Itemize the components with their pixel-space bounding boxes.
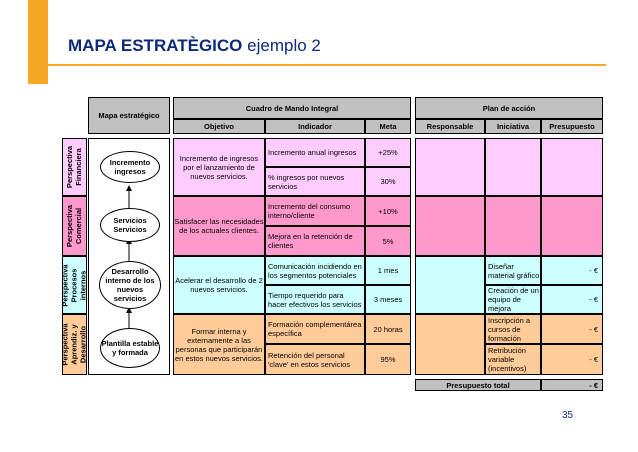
presupuesto-cell: - € bbox=[541, 314, 603, 344]
meta-cell: 30% bbox=[365, 167, 411, 196]
iniciativa-cell: Inscripción a cursos de formación bbox=[485, 314, 541, 344]
header-indicador: Indicador bbox=[265, 119, 365, 134]
responsable-cell bbox=[415, 138, 485, 196]
perspective-label-aprendizaje bbox=[62, 314, 87, 375]
iniciativa-cell: Diseñar material gráfico bbox=[485, 256, 541, 285]
header-cuadro: Cuadro de Mando Integral bbox=[173, 97, 411, 119]
indicator-cell: Tiempo requerido para hacer efectivos los servicios bbox=[265, 285, 365, 314]
slide-title bbox=[68, 36, 321, 56]
accent-bar bbox=[28, 0, 48, 84]
presupuesto-cell bbox=[541, 196, 603, 256]
meta-cell: +25% bbox=[365, 138, 411, 167]
meta-cell: 5% bbox=[365, 226, 411, 256]
header-iniciativa: Iniciativa bbox=[485, 119, 541, 134]
map-node-procesos: Desarrollo interno de los nuevos servicios bbox=[99, 261, 161, 309]
meta-cell: 95% bbox=[365, 344, 411, 375]
meta-cell: 3 meses bbox=[365, 285, 411, 314]
meta-cell: 20 horas bbox=[365, 314, 411, 344]
title-bold: MAPA ESTRATÈGICO bbox=[68, 36, 243, 55]
perspective-label-text: Perspectiva Comercial bbox=[65, 204, 84, 248]
objective-cell: Formar interna y externamente a las personas que participarán en estos nuevos servicios. bbox=[173, 314, 265, 375]
indicator-cell: % ingresos por nuevos servicios bbox=[265, 167, 365, 196]
map-node-comercial: Servicios Servicios bbox=[100, 208, 160, 242]
iniciativa-cell: Retribución variable (incentivos) bbox=[485, 344, 541, 375]
responsable-cell bbox=[415, 256, 485, 314]
objective-cell: Acelerar el desarrollo de 2 nuevos servicios. bbox=[173, 256, 265, 314]
iniciativa-cell: Creación de un equipo de mejora bbox=[485, 285, 541, 314]
iniciativa-cell bbox=[485, 196, 541, 256]
perspective-label-procesos bbox=[62, 256, 87, 314]
presupuesto-cell: - € bbox=[541, 285, 603, 314]
header-plan: Plan de acción bbox=[415, 97, 603, 119]
map-node-financiera: Incremento ingresos bbox=[100, 151, 160, 183]
meta-cell: +10% bbox=[365, 196, 411, 226]
indicator-cell: Formación complementárea específica bbox=[265, 314, 365, 344]
indicator-cell: Incremento del consumo interno/cliente bbox=[265, 196, 365, 226]
header-mapa: Mapa estratégico bbox=[88, 97, 170, 134]
presupuesto-cell: - € bbox=[541, 256, 603, 285]
responsable-cell bbox=[415, 196, 485, 256]
meta-cell: 1 mes bbox=[365, 256, 411, 285]
indicator-cell: Retención del personal 'clave' en estos servicios bbox=[265, 344, 365, 375]
total-label: Presupuesto total bbox=[415, 379, 541, 391]
perspective-label-financiera bbox=[62, 138, 87, 196]
perspective-label-text: Perspectiva Aprendiz. y Desarrollo bbox=[61, 323, 88, 366]
perspective-label-text: Perspectiva Financiera bbox=[65, 145, 84, 189]
objective-cell: Satisfacer las necesidades de los actuales clientes. bbox=[173, 196, 265, 256]
title-rule bbox=[28, 64, 606, 66]
indicator-cell: Comunicación incidiendo en los segmentos potenciales bbox=[265, 256, 365, 285]
perspective-label-comercial bbox=[62, 196, 87, 256]
perspective-label-text: Perspectiva Procesos internos bbox=[61, 263, 88, 307]
map-node-aprendizaje: Plantilla estable y formada bbox=[100, 328, 160, 368]
header-presupuesto: Presupuesto bbox=[541, 119, 603, 134]
total-value: - € bbox=[541, 379, 603, 391]
presupuesto-cell bbox=[541, 138, 603, 196]
indicator-cell: Incremento anual ingresos bbox=[265, 138, 365, 167]
header-meta: Meta bbox=[365, 119, 411, 134]
header-objetivo: Objetivo bbox=[173, 119, 265, 134]
header-responsable: Responsable bbox=[415, 119, 485, 134]
presupuesto-cell: - € bbox=[541, 344, 603, 375]
indicator-cell: Mejora en la retención de clientes bbox=[265, 226, 365, 256]
responsable-cell bbox=[415, 314, 485, 375]
objective-cell: Incremento de ingresos por el lanzamiento de nuevos servicios. bbox=[173, 138, 265, 196]
iniciativa-cell bbox=[485, 138, 541, 196]
title-light: ejemplo 2 bbox=[247, 36, 321, 55]
page-number: 35 bbox=[562, 410, 574, 421]
